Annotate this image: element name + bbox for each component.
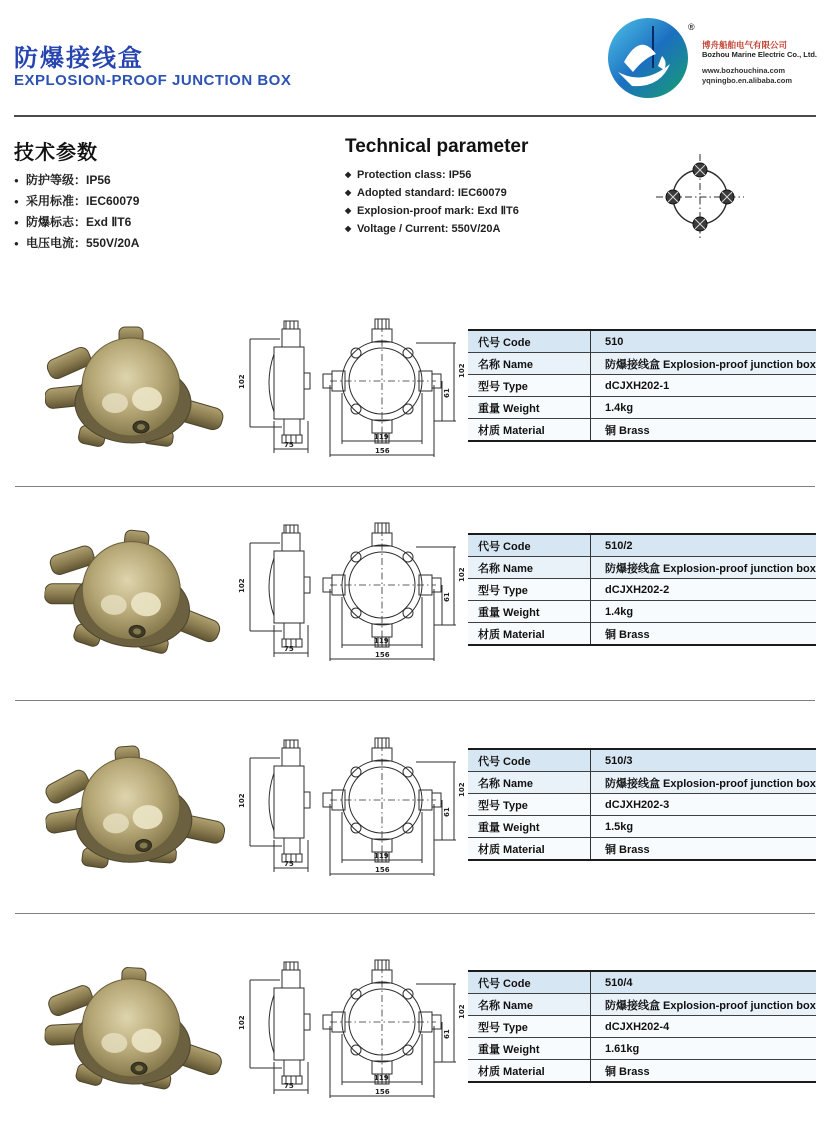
spec-row-name xyxy=(468,772,816,794)
company-name-en: Bozhou Marine Electric Co., Ltd. xyxy=(702,50,818,59)
tech-params-list-en xyxy=(345,166,519,238)
svg-text:119: 119 xyxy=(374,852,389,860)
tech-param-en-item: ◆ Adopted standard: IEC60079 xyxy=(345,184,519,202)
svg-text:102: 102 xyxy=(238,374,246,389)
tech-param-zh-item: ● 防护等级：IP56 xyxy=(14,170,139,191)
spec-row-code xyxy=(468,535,816,557)
spec-label-weight: 重量 Weight xyxy=(468,397,591,418)
svg-text:102: 102 xyxy=(458,1004,466,1019)
svg-text:102: 102 xyxy=(458,567,466,582)
spec-value-code: 510/4 xyxy=(605,976,633,989)
company-name-zh: 博舟船舶电气有限公司 xyxy=(702,40,788,50)
spec-label-type: 型号 Type xyxy=(468,375,591,396)
company-website: www.bozhouchina.com xyxy=(702,66,786,75)
spec-label-name: 名称 Name xyxy=(468,353,591,374)
flange-top-view-diagram xyxy=(640,142,760,252)
spec-row-weight xyxy=(468,816,816,838)
spec-row-name xyxy=(468,994,816,1016)
spec-label-code: 代号 Code xyxy=(468,972,591,993)
tech-param-zh-item: ● 采用标准：IEC60079 xyxy=(14,191,139,212)
section-divider xyxy=(15,700,815,701)
bullet-icon: ● xyxy=(14,218,19,227)
product-row xyxy=(0,523,830,688)
svg-text:61: 61 xyxy=(443,807,451,817)
svg-text:102: 102 xyxy=(458,782,466,797)
svg-text:119: 119 xyxy=(374,433,389,441)
tech-params-list-zh xyxy=(14,170,139,254)
spec-label-weight: 重量 Weight xyxy=(468,601,591,622)
svg-text:119: 119 xyxy=(374,1074,389,1082)
svg-text:156: 156 xyxy=(375,651,390,659)
svg-text:156: 156 xyxy=(375,866,390,874)
spec-label-name: 名称 Name xyxy=(468,994,591,1015)
svg-text:102: 102 xyxy=(238,1015,246,1030)
spec-row-weight xyxy=(468,601,816,623)
product-row xyxy=(0,738,830,903)
spec-label-material: 材质 Material xyxy=(468,419,591,440)
bullet-icon: ● xyxy=(14,176,19,185)
svg-text:61: 61 xyxy=(443,388,451,398)
spec-value-weight: 1.4kg xyxy=(605,605,634,618)
product-photo xyxy=(45,529,225,659)
company-logo-icon xyxy=(606,16,690,100)
spec-value-weight: 1.4kg xyxy=(605,401,634,414)
spec-value-name: 防爆接线盒 Explosion-proof junction box xyxy=(605,777,816,790)
spec-row-code xyxy=(468,750,816,772)
technical-drawing xyxy=(230,513,466,665)
spec-row-type xyxy=(468,579,816,601)
spec-label-code: 代号 Code xyxy=(468,331,591,352)
tech-param-zh-item: ● 防爆标志：Exd ⅡT6 xyxy=(14,212,139,233)
spec-label-type: 型号 Type xyxy=(468,1016,591,1037)
svg-text:75: 75 xyxy=(284,1082,294,1090)
spec-table xyxy=(468,533,816,646)
svg-text:119: 119 xyxy=(374,637,389,645)
svg-text:156: 156 xyxy=(375,447,390,455)
spec-label-name: 名称 Name xyxy=(468,557,591,578)
tech-params-heading-zh: 技术参数 xyxy=(14,142,98,164)
spec-value-name: 防爆接线盒 Explosion-proof junction box xyxy=(605,999,816,1012)
spec-row-weight xyxy=(468,397,816,419)
svg-text:61: 61 xyxy=(443,592,451,602)
product-photo xyxy=(45,966,225,1096)
diamond-bullet-icon: ◆ xyxy=(345,188,352,197)
spec-label-type: 型号 Type xyxy=(468,579,591,600)
spec-label-weight: 重量 Weight xyxy=(468,1038,591,1059)
spec-row-material xyxy=(468,1060,816,1081)
page-title-zh: 防爆接线盒 xyxy=(14,45,144,72)
spec-label-code: 代号 Code xyxy=(468,535,591,556)
spec-value-type: dCJXH202-3 xyxy=(605,798,670,811)
product-row xyxy=(0,319,830,484)
spec-value-material: 铜 Brass xyxy=(605,424,650,437)
spec-row-code xyxy=(468,972,816,994)
spec-value-code: 510/2 xyxy=(605,539,633,552)
spec-row-name xyxy=(468,353,816,375)
spec-row-type xyxy=(468,1016,816,1038)
svg-text:75: 75 xyxy=(284,645,294,653)
spec-row-code xyxy=(468,331,816,353)
spec-value-material: 铜 Brass xyxy=(605,628,650,641)
svg-text:102: 102 xyxy=(238,578,246,593)
page-title-en: EXPLOSION-PROOF JUNCTION BOX xyxy=(14,72,292,89)
diamond-bullet-icon: ◆ xyxy=(345,206,352,215)
tech-param-en-item: ◆ Protection class: IP56 xyxy=(345,166,519,184)
spec-value-material: 铜 Brass xyxy=(605,1065,650,1078)
svg-text:156: 156 xyxy=(375,1088,390,1096)
spec-label-material: 材质 Material xyxy=(468,1060,591,1081)
technical-drawing xyxy=(230,309,466,461)
spec-row-material xyxy=(468,838,816,859)
spec-label-material: 材质 Material xyxy=(468,838,591,859)
spec-row-type xyxy=(468,794,816,816)
spec-row-material xyxy=(468,623,816,644)
product-photo xyxy=(45,325,225,455)
spec-value-name: 防爆接线盒 Explosion-proof junction box xyxy=(605,358,816,371)
spec-row-type xyxy=(468,375,816,397)
technical-drawing xyxy=(230,728,466,880)
spec-table xyxy=(468,970,816,1083)
tech-params-heading-en: Technical parameter xyxy=(345,136,529,157)
product-row xyxy=(0,960,830,1125)
spec-row-name xyxy=(468,557,816,579)
spec-value-type: dCJXH202-2 xyxy=(605,583,670,596)
company-website-alibaba: yqningbo.en.alibaba.com xyxy=(702,76,793,85)
tech-param-en-item: ◆ Explosion-proof mark: Exd ⅡT6 xyxy=(345,202,519,220)
spec-value-material: 铜 Brass xyxy=(605,843,650,856)
spec-label-name: 名称 Name xyxy=(468,772,591,793)
svg-text:75: 75 xyxy=(284,860,294,868)
header-divider xyxy=(14,115,816,117)
product-photo xyxy=(45,744,225,874)
spec-label-code: 代号 Code xyxy=(468,750,591,771)
svg-text:102: 102 xyxy=(238,793,246,808)
svg-text:75: 75 xyxy=(284,441,294,449)
spec-label-weight: 重量 Weight xyxy=(468,816,591,837)
spec-table xyxy=(468,748,816,861)
spec-value-type: dCJXH202-1 xyxy=(605,379,670,392)
section-divider xyxy=(15,486,815,487)
technical-drawing xyxy=(230,950,466,1102)
section-divider xyxy=(15,913,815,914)
spec-value-type: dCJXH202-4 xyxy=(605,1020,670,1033)
spec-label-type: 型号 Type xyxy=(468,794,591,815)
tech-param-en-item: ◆ Voltage / Current: 550V/20A xyxy=(345,220,519,238)
tech-param-zh-item: ● 电压电流：550V/20A xyxy=(14,233,139,254)
spec-row-weight xyxy=(468,1038,816,1060)
spec-label-material: 材质 Material xyxy=(468,623,591,644)
spec-value-weight: 1.5kg xyxy=(605,820,634,833)
spec-table xyxy=(468,329,816,442)
svg-text:102: 102 xyxy=(458,363,466,378)
diamond-bullet-icon: ◆ xyxy=(345,224,352,233)
spec-row-material xyxy=(468,419,816,440)
company-info xyxy=(702,40,822,86)
svg-text:61: 61 xyxy=(443,1029,451,1039)
spec-value-name: 防爆接线盒 Explosion-proof junction box xyxy=(605,562,816,575)
registered-mark: ® xyxy=(688,22,695,32)
diamond-bullet-icon: ◆ xyxy=(345,170,352,179)
bullet-icon: ● xyxy=(14,239,19,248)
spec-value-weight: 1.61kg xyxy=(605,1042,640,1055)
spec-value-code: 510 xyxy=(605,335,624,348)
bullet-icon: ● xyxy=(14,197,19,206)
spec-value-code: 510/3 xyxy=(605,754,633,767)
